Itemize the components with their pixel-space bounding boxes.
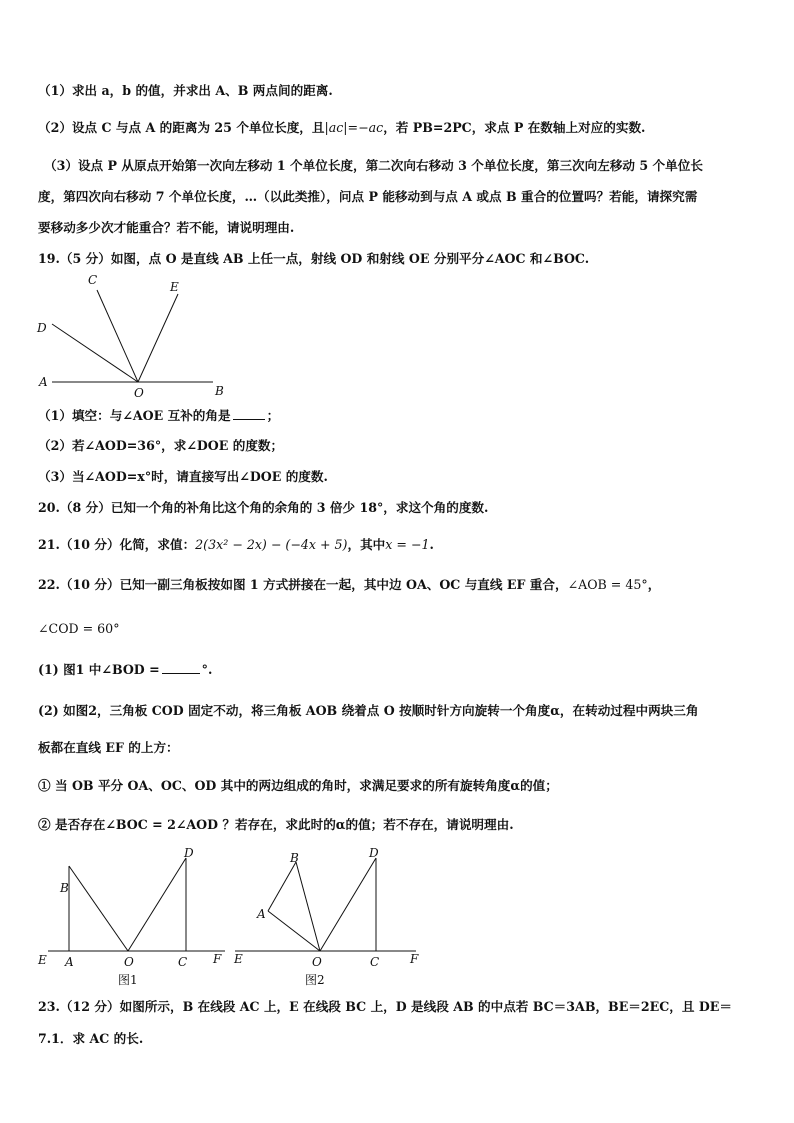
q22-stem-comma: ， bbox=[647, 577, 661, 592]
q21-post: . bbox=[429, 537, 434, 552]
q22-sub2: ② 是否存在∠BOC = 2∠AOD ？若存在，求此时的α的值；若不存在，请说明理由. bbox=[38, 817, 514, 832]
fig1-label-o: O bbox=[124, 955, 134, 969]
label-c: C bbox=[88, 273, 98, 287]
q18-part2-math: |ac|=−ac bbox=[324, 120, 384, 135]
segment-ao-2 bbox=[268, 911, 320, 951]
q22-part2-line1: (2) 如图2，三角板 COD 固定不动，将三角板 AOB 绕着点 O 按顺时针方向旋转一个角度α，在转动过程中两块三角 bbox=[38, 703, 699, 718]
segment-od-2 bbox=[320, 858, 376, 951]
fig2-label-f: F bbox=[410, 952, 419, 966]
fig2-label-a: A bbox=[257, 907, 266, 921]
fig2-label-e: E bbox=[234, 952, 243, 966]
fig2-label-c: C bbox=[370, 955, 380, 969]
fig2-label-d: D bbox=[369, 846, 379, 860]
q18-part2-pre: （2）设点 C 与点 A 的距离为 25 个单位长度，且 bbox=[38, 120, 325, 135]
fig2-label-b: B bbox=[290, 851, 299, 865]
label-b: B bbox=[215, 384, 224, 398]
fig1-label-c: C bbox=[178, 955, 188, 969]
q18-part3-line2: 度，第四次向右移动 7 个单位长度，…（以此类推），问点 P 能移动到与点 A 或点 B 重合的位置吗？若能，请探究需 bbox=[38, 189, 698, 204]
q22-angle-aob: ∠AOB = 45° bbox=[567, 577, 648, 592]
fig1-label-f: F bbox=[213, 952, 222, 966]
q18-part1: （1）求出 a，b 的值，并求出 A、B 两点间的距离. bbox=[38, 83, 333, 98]
q22-angle-cod: ∠COD = 60° bbox=[38, 621, 120, 636]
q19-part2: （2）若∠AOD=36°，求∠DOE 的度数； bbox=[38, 438, 284, 453]
q19-stem: 19.（5 分）如图，点 O 是直线 AB 上任一点，射线 OD 和射线 OE 分别平分∠AOC 和∠BOC. bbox=[38, 251, 590, 266]
q22-part1-pre: (1) 图1 中∠BOD = bbox=[38, 662, 160, 677]
q22-part2-line2: 板都在直线 EF 的上方： bbox=[38, 740, 179, 755]
q23-line2: 7.1．求 AC 的长. bbox=[38, 1031, 144, 1046]
q19-part3: （3）当∠AOD=x°时，请直接写出∠DOE 的度数. bbox=[38, 469, 328, 484]
fig2-label-o: O bbox=[312, 955, 322, 969]
label-o: O bbox=[134, 386, 144, 400]
q19-part1-pre: （1）填空：与∠AOE 互补的角是 bbox=[38, 408, 231, 423]
fig1-label-a: A bbox=[65, 955, 74, 969]
q18-part3-line3: 要移动多少次才能重合？若不能，请说明理由. bbox=[38, 220, 295, 235]
label-e: E bbox=[170, 280, 179, 294]
segment-ba-2 bbox=[268, 862, 296, 911]
q18-part3-line1: （3）设点 P 从原点开始第一次向左移动 1 个单位长度，第二次向右移动 3 个单位长度，第三次向左移动 5 个单位长 bbox=[44, 158, 703, 173]
fig1-label-b: B bbox=[60, 881, 69, 895]
q22-part1-post: °. bbox=[201, 662, 213, 677]
fig1-label-d: D bbox=[184, 846, 194, 860]
fig1-caption: 图1 bbox=[118, 973, 138, 987]
q21-expression: 2(3x² − 2x) − (−4x + 5) bbox=[195, 537, 348, 552]
segment-bo-2 bbox=[296, 862, 320, 951]
q20-stem: 20.（8 分）已知一个角的补角比这个角的余角的 3 倍少 18°，求这个角的度数. bbox=[38, 500, 489, 515]
q21-pre: 21.（10 分）化简，求值： bbox=[38, 537, 196, 552]
q21-mid: ，其中 bbox=[347, 537, 386, 552]
fig2-caption: 图2 bbox=[305, 973, 325, 987]
q22-stem-pre: 22.（10 分）已知一副三角板按如图 1 方式拼接在一起，其中边 OA、OC 与直线 EF 重合， bbox=[38, 577, 568, 592]
fig1-label-e: E bbox=[38, 953, 47, 967]
q22-sub1: ① 当 OB 平分 OA、OC、OD 其中的两边组成的角时，求满足要求的所有旋转角度α的值； bbox=[38, 778, 558, 793]
q21-condition: x = −1 bbox=[385, 537, 430, 552]
q18-part2-post: ，若 PB=2PC，求点 P 在数轴上对应的实数. bbox=[383, 120, 646, 135]
q23-line1: 23.（12 分）如图所示，B 在线段 AC 上，E 在线段 BC 上，D 是线段 AB 的中点若 BC＝3AB，BE＝2EC，且 DE＝ bbox=[38, 999, 732, 1014]
q19-part1-post: ； bbox=[266, 408, 280, 423]
label-d: D bbox=[37, 321, 47, 335]
label-a: A bbox=[39, 375, 48, 389]
